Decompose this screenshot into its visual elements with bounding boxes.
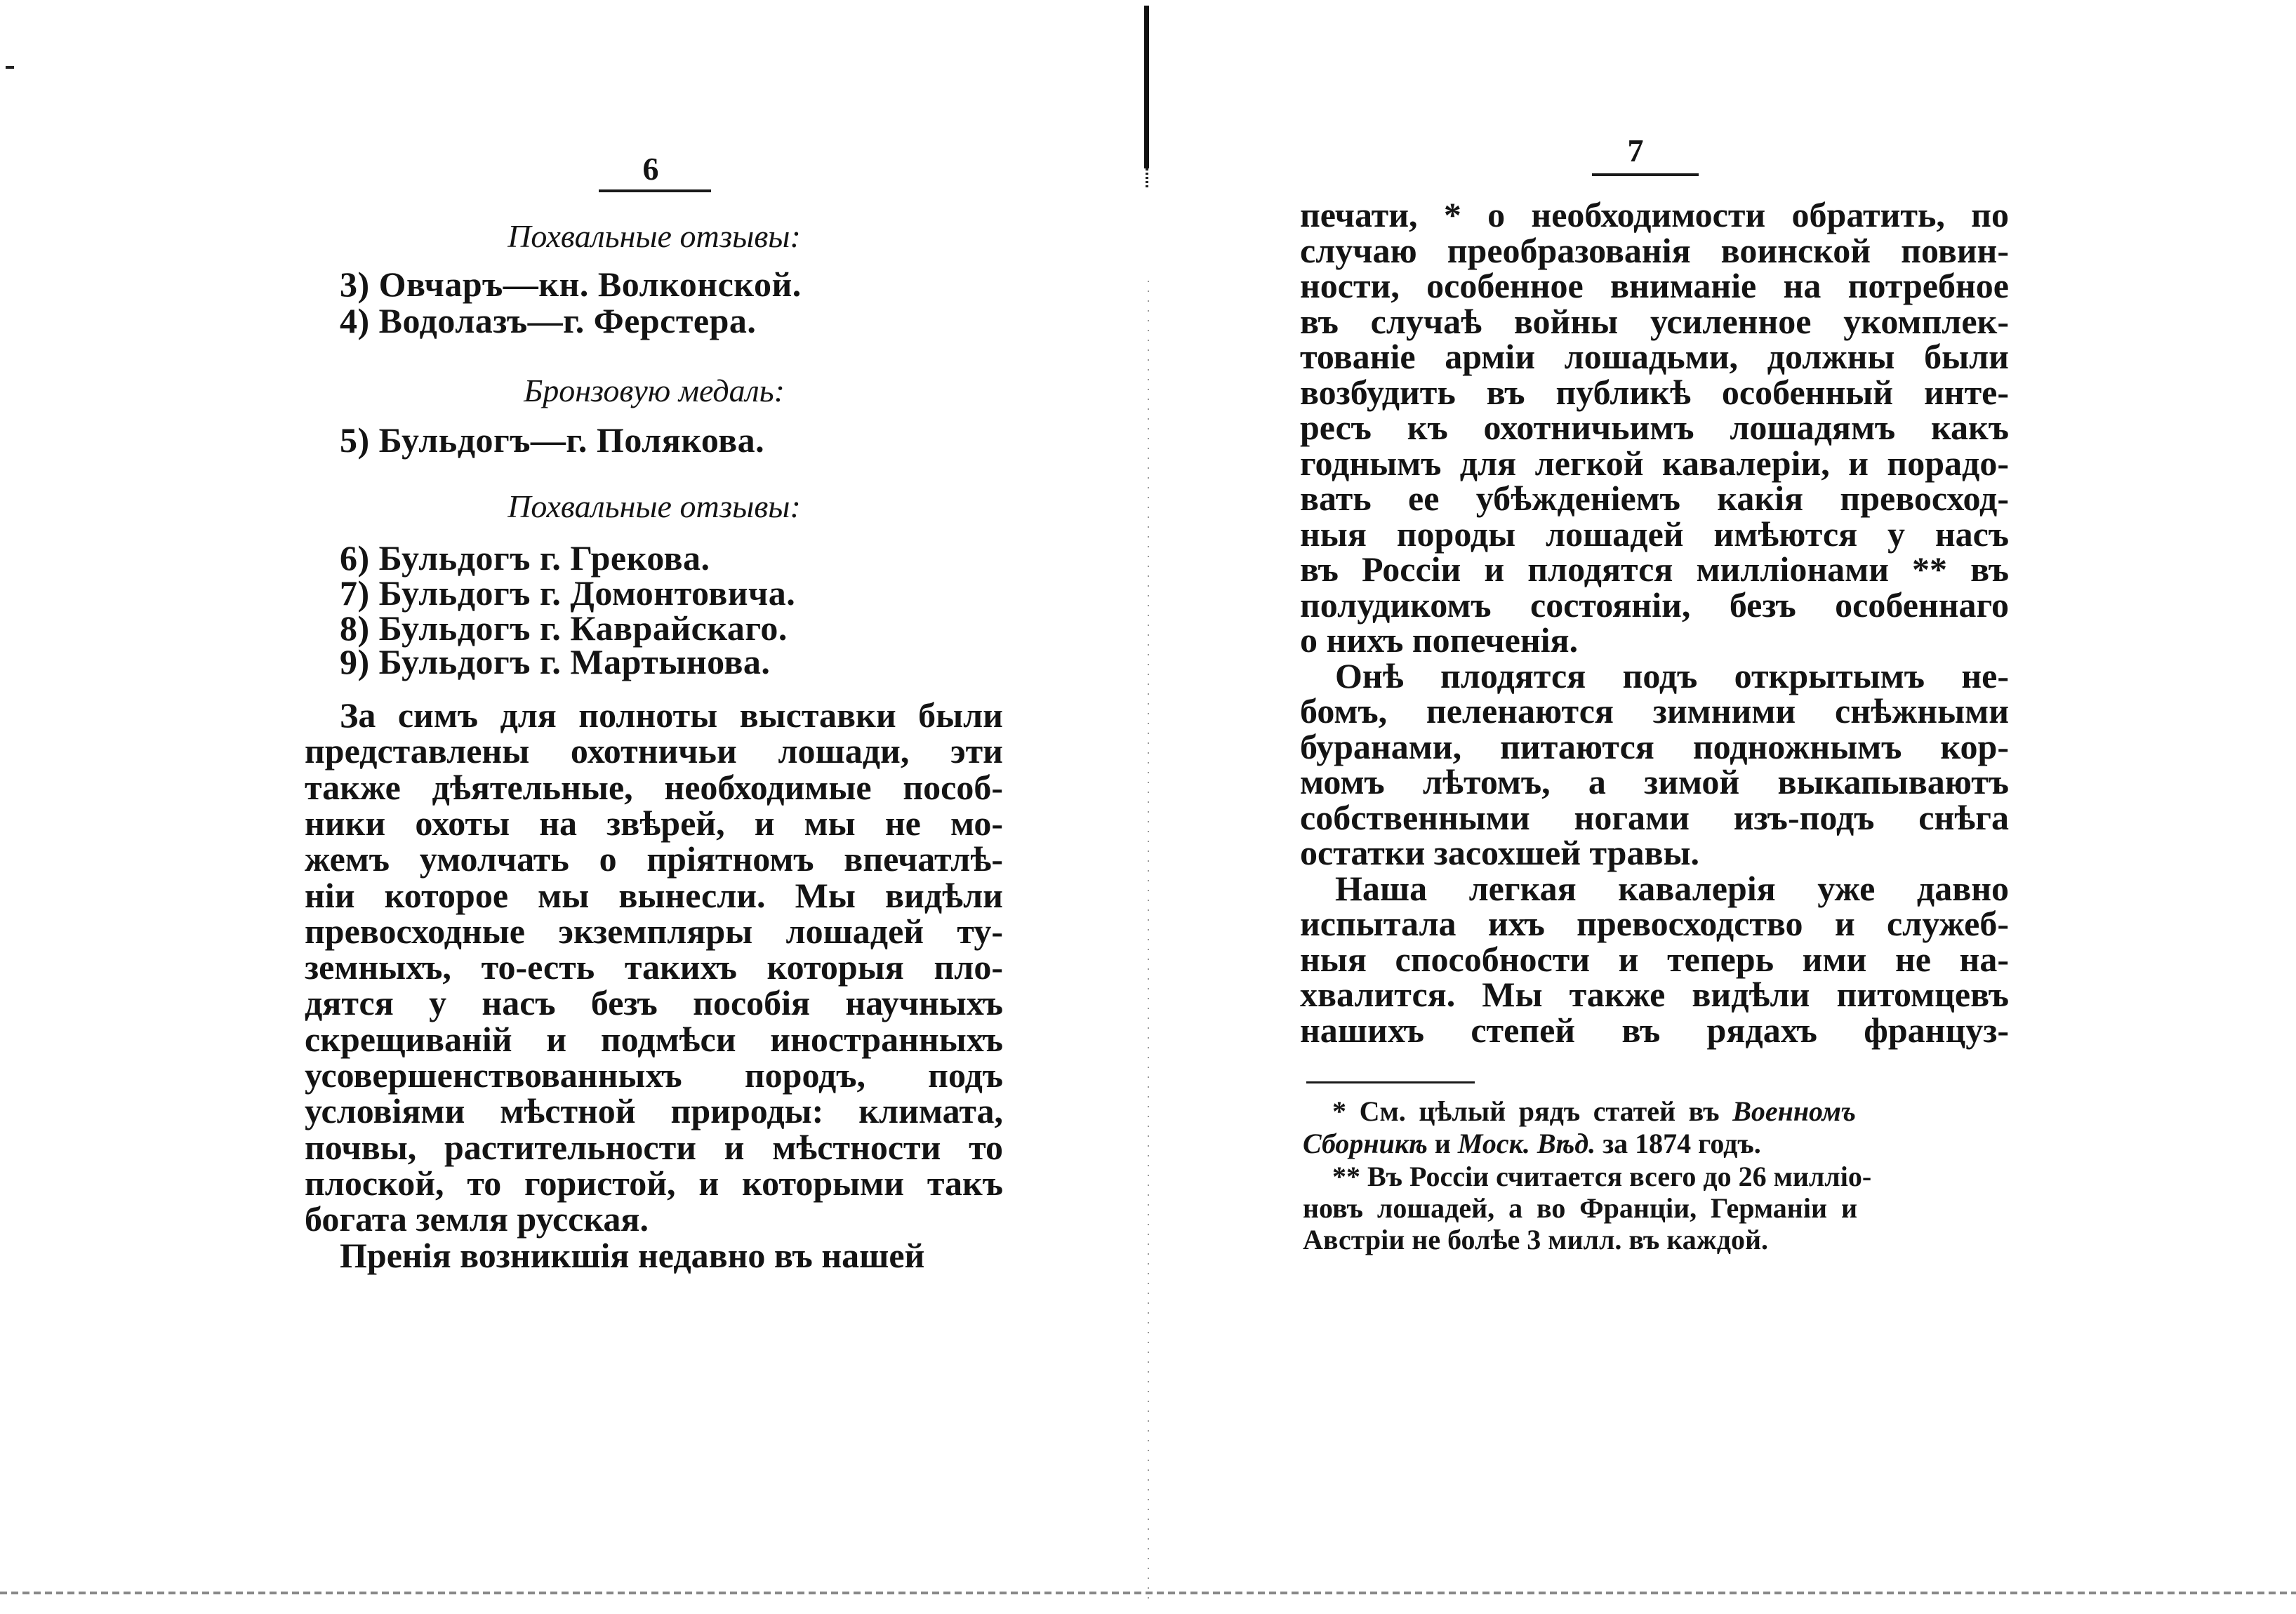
page-number: 6 bbox=[642, 151, 659, 187]
body-line: представлены охотничьи лошади, эти bbox=[305, 731, 1003, 771]
body-line: въ случаѣ войны усиленное укомплек- bbox=[1300, 301, 2009, 341]
body-line: тованіе арміи лошадьми, должны были bbox=[1300, 337, 2009, 376]
body-line: хвалится. Мы также видѣли питомцевъ bbox=[1300, 975, 2009, 1014]
award-item: 6) Бульдогъ г. Грекова. bbox=[340, 538, 710, 578]
footnote-rule bbox=[1306, 1081, 1475, 1083]
body-line: ресъ къ охотничьимъ лошадямъ какъ bbox=[1300, 408, 2009, 447]
body-line: вать ее убѣжденіемъ какія превосход- bbox=[1300, 479, 2009, 518]
award-item: 9) Бульдогъ г. Мартынова. bbox=[340, 642, 771, 681]
page-number-rule bbox=[1592, 173, 1699, 176]
left-page bbox=[0, 0, 1146, 1614]
body-line: Онѣ плодятся подъ открытымъ не- bbox=[1335, 655, 2009, 695]
body-line: годнымъ для легкой кавалеріи, и порадо- bbox=[1300, 443, 2009, 483]
footnote-line: ** Въ Россіи считается всего до 26 милліо- bbox=[1332, 1161, 1872, 1192]
body-line: момъ лѣтомъ, а зимой выкапываютъ bbox=[1300, 762, 2009, 801]
body-line: буранами, питаются подножнымъ кор- bbox=[1300, 726, 2009, 766]
body-line: ныя породы лошадей имѣются у насъ bbox=[1300, 514, 2009, 554]
body-line: плоской, то гористой, и которыми такъ bbox=[305, 1163, 1003, 1203]
right-page bbox=[1151, 0, 2296, 1614]
body-line: полудикомъ состояніи, безъ особеннаго bbox=[1300, 585, 2009, 625]
body-line: превосходные экземпляры лошадей ту- bbox=[305, 911, 1003, 951]
body-line: ники охоты на звѣрей, и мы не мо- bbox=[305, 803, 1003, 843]
body-line: усовершенствованныхъ породъ, подъ bbox=[305, 1055, 1003, 1095]
footnote-journal-title: Военномъ bbox=[1732, 1095, 1857, 1127]
body-line: ности, особенное вниманіе на потребное bbox=[1300, 266, 2009, 305]
body-line: собственными ногами изъ-подъ снѣга bbox=[1300, 797, 2009, 837]
footnote-line bbox=[1332, 1096, 1856, 1127]
body-line: богата земля русская. bbox=[305, 1199, 649, 1239]
section-heading: Бронзовую медаль: bbox=[524, 373, 785, 408]
binding-gutter-dots bbox=[1148, 281, 1149, 1600]
body-line: бомъ, пеленаются зимними снѣжными bbox=[1300, 691, 2009, 731]
body-line: дятся у насъ безъ пособія научныхъ bbox=[305, 983, 1003, 1023]
page-number-rule bbox=[599, 189, 711, 192]
body-line: жемъ умолчать о пріятномъ впечатлѣ- bbox=[305, 839, 1003, 879]
section-heading: Похвальные отзывы: bbox=[507, 488, 801, 524]
section-heading: Похвальные отзывы: bbox=[507, 218, 801, 254]
footnote-line bbox=[1303, 1128, 1857, 1159]
footnote-journal-title: Сборникѣ bbox=[1303, 1128, 1428, 1159]
body-line: почвы, растительности и мѣстности то bbox=[305, 1127, 1003, 1167]
body-line: земныхъ, то-есть такихъ которыя пло- bbox=[305, 947, 1003, 987]
footnote-mark: * bbox=[1332, 1095, 1346, 1127]
footnote-text: См. цѣлый рядъ статей въ bbox=[1359, 1095, 1720, 1127]
body-line: скрещиваній и подмѣси иностранныхъ bbox=[305, 1019, 1003, 1059]
footnote-line: новъ лошадей, а во Франціи, Германіи и bbox=[1303, 1192, 1857, 1224]
body-line: ніи которое мы вынесли. Мы видѣли bbox=[305, 875, 1003, 915]
footnote-text: и bbox=[1434, 1128, 1451, 1159]
body-line: ныя способности и теперь ими не на- bbox=[1300, 939, 2009, 979]
award-item: 3) Овчаръ—кн. Волконской. bbox=[340, 265, 802, 304]
body-line: Пренія возникшія недавно въ нашей bbox=[340, 1235, 925, 1275]
footnote-text: за 1874 годъ. bbox=[1602, 1128, 1761, 1159]
footnote-newspaper-title: Моск. Вѣд. bbox=[1457, 1128, 1596, 1159]
body-line: условіями мѣстной природы: климата, bbox=[305, 1091, 1003, 1131]
body-line: въ Россіи и плодятся милліонами ** въ bbox=[1300, 549, 2009, 589]
footnote-line: Австріи не болѣе 3 милл. въ каждой. bbox=[1303, 1224, 1769, 1255]
page-number: 7 bbox=[1627, 133, 1644, 168]
body-line: случаю преобразованія воинской повин- bbox=[1300, 230, 2009, 270]
award-item: 7) Бульдогъ г. Домонтовича. bbox=[340, 573, 796, 613]
award-item: 5) Бульдогъ—г. Полякова. bbox=[340, 420, 765, 460]
body-line: возбудить въ публикѣ особенный инте- bbox=[1300, 372, 2009, 412]
body-line: остатки засохшей травы. bbox=[1300, 833, 1700, 872]
body-line: печати, * о необходимости обратить, по bbox=[1300, 195, 2009, 234]
body-line: Наша легкая кавалерія уже давно bbox=[1335, 868, 2009, 908]
body-line: За симъ для полноты выставки были bbox=[340, 695, 1003, 735]
body-line: также дѣятельные, необходимые пособ- bbox=[305, 767, 1003, 807]
award-item: 8) Бульдогъ г. Каврайскаго. bbox=[340, 608, 788, 648]
body-line: о нихъ попеченія. bbox=[1300, 620, 1579, 660]
body-line: нашихъ степей въ рядахъ француз- bbox=[1300, 1010, 2009, 1050]
award-item: 4) Водолазъ—г. Ферстера. bbox=[340, 301, 757, 340]
body-line: испытала ихъ превосходство и служеб- bbox=[1300, 904, 2009, 943]
